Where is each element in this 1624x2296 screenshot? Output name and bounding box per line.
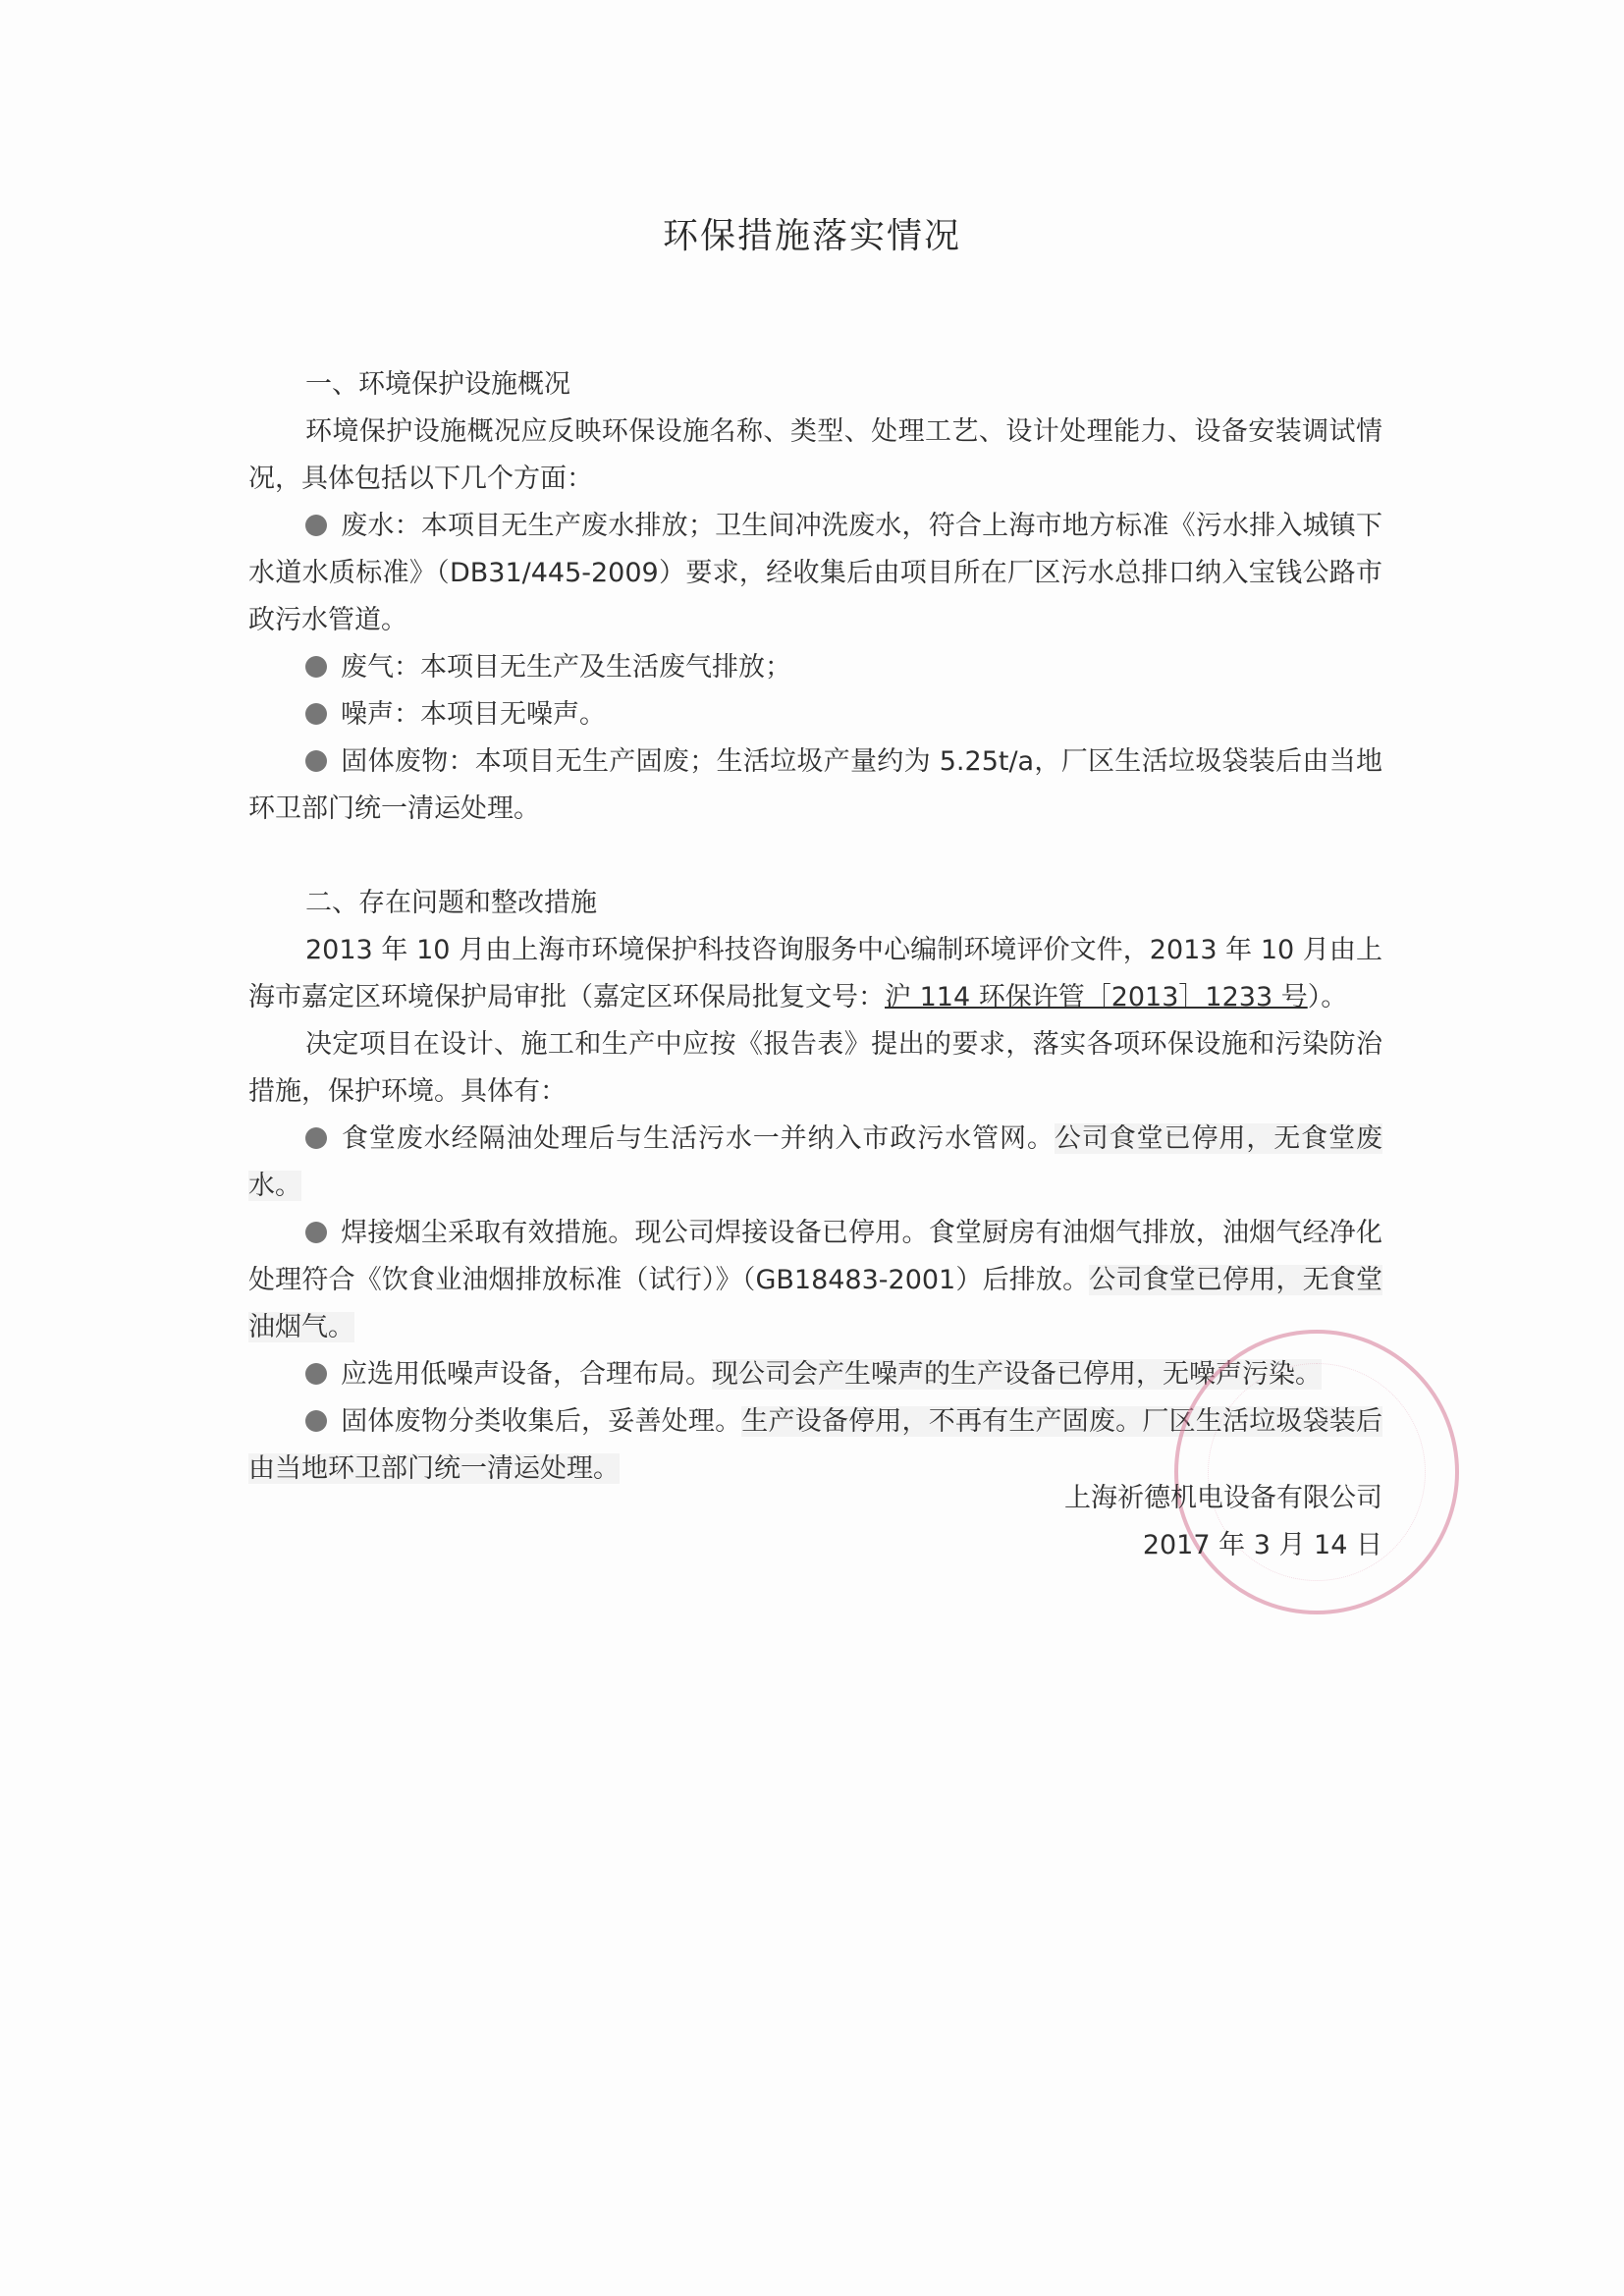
bullet-text: 焊接烟尘采取有效措施。现公司焊接设备已停用。食堂厨房有油烟气排放，油烟气经净化处理符合《饮食业油烟排放标准（试行）》（GB18483-2001）后排放。 xyxy=(248,1218,1382,1295)
bullet-dot-icon xyxy=(305,515,327,536)
bullet-dot-icon xyxy=(305,1222,327,1243)
bullet-text: 废水：本项目无生产废水排放；卫生间冲洗废水，符合上海市地方标准《污水排入城镇下水道水质标准》（DB31/445-2009）要求，经收集后由项目所在厂区污水总排口纳入宝钱公路市政污水管道。 xyxy=(248,511,1382,635)
section1-bullet-noise xyxy=(248,691,1382,738)
approval-text: 2013 年 10 月由上海市环境保护科技咨询服务中心编制环境评价文件，2013 年 10 月由上海市嘉定区环境保护局审批（嘉定区环保局批复文号： xyxy=(248,935,1382,1012)
section2-requirements-paragraph: 决定项目在设计、施工和生产中应按《报告表》提出的要求，落实各项环保设施和污染防治措施，保护环境。具体有： xyxy=(248,1029,1382,1107)
section2-bullet-canteen-wastewater xyxy=(248,1116,1382,1210)
section1-bullet-exhaust xyxy=(248,644,1382,691)
bullet-text: 食堂废水经隔油处理后与生活污水一并纳入市政污水管网。 xyxy=(341,1123,1055,1154)
bullet-dot-icon xyxy=(305,703,327,725)
bullet-dot-icon xyxy=(305,1127,327,1149)
section2-heading: 二、存在问题和整改措施 xyxy=(305,888,597,918)
approval-text-end: ）。 xyxy=(1307,982,1348,1012)
section2-bullet-welding-fumes xyxy=(248,1210,1382,1351)
approval-reference-number: 沪 114 环保许管［2013］1233 号 xyxy=(885,982,1308,1012)
bullet-text: 应选用低噪声设备，合理布局。 xyxy=(341,1359,712,1390)
section1-intro: 环境保护设施概况应反映环保设施名称、类型、处理工艺、设计处理能力、设备安装调试情况，具体包括以下几个方面： xyxy=(248,416,1382,494)
document-body xyxy=(248,361,1382,1493)
bullet-dot-icon xyxy=(305,1363,327,1385)
bullet-text: 固体废物：本项目无生产固废；生活垃圾产量约为 5.25t/a，厂区生活垃圾袋装后由当地环卫部门统一清运处理。 xyxy=(248,746,1382,824)
document-title: 环保措施落实情况 xyxy=(662,216,961,256)
section1-bullet-solid-waste xyxy=(248,738,1382,833)
bullet-status-note: 公司食堂已停用，无食堂油烟气。 xyxy=(248,1265,1383,1342)
section2-approval-paragraph xyxy=(248,927,1382,1021)
bullet-text: 噪声：本项目无噪声。 xyxy=(341,699,606,730)
signature-date: 2017 年 3 月 14 日 xyxy=(1142,1530,1382,1560)
section1-heading: 一、环境保护设施概况 xyxy=(305,369,570,400)
bullet-status-note: 现公司会产生噪声的生产设备已停用，无噪声污染。 xyxy=(712,1359,1322,1390)
bullet-status-note: 生产设备停用，不再有生产固废。厂区生活垃圾袋装后由当地环卫部门统一清运处理。 xyxy=(248,1406,1383,1484)
section1-bullet-wastewater xyxy=(248,503,1382,644)
bullet-dot-icon xyxy=(305,656,327,678)
bullet-dot-icon xyxy=(305,750,327,772)
section-spacer xyxy=(248,833,1382,880)
company-seal-stamp xyxy=(1174,1330,1459,1614)
bullet-dot-icon xyxy=(305,1410,327,1432)
bullet-text: 废气：本项目无生产及生活废气排放； xyxy=(341,652,791,683)
bullet-text: 固体废物分类收集后，妥善处理。 xyxy=(341,1406,742,1437)
signature-company: 上海祈德机电设备有限公司 xyxy=(1064,1483,1382,1513)
bullet-status-note: 公司食堂已停用，无食堂废水。 xyxy=(248,1123,1383,1201)
